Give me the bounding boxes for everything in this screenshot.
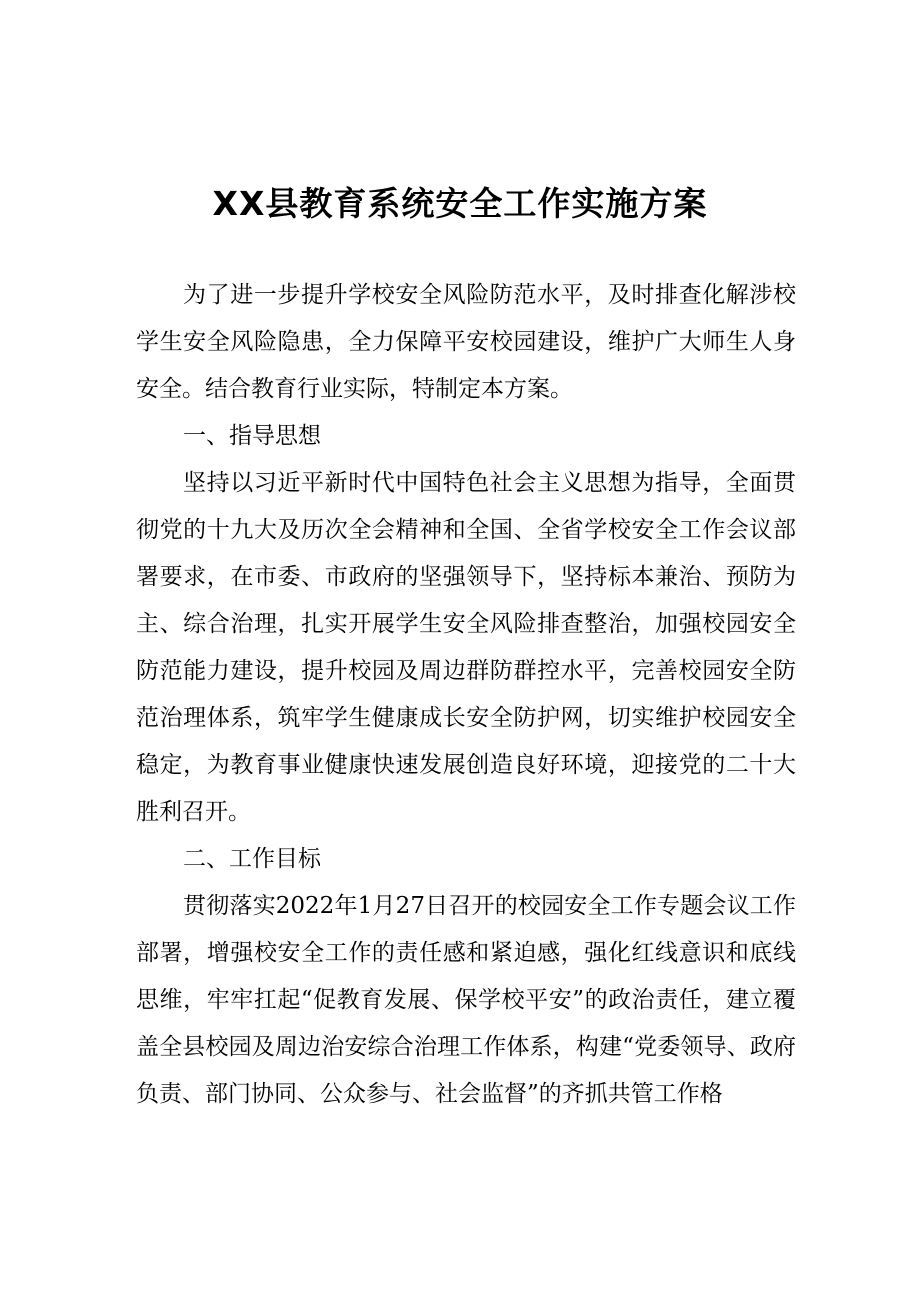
intro-paragraph: 为了进一步提升学校安全风险防范水平，及时排查化解涉校学生安全风险隐患，全力保障平安校园建设，维护广大师生人身安全。结合教育行业实际，特制定本方案。 (136, 282, 796, 402)
work-goals-paragraph: 贯彻落实2022年1月27日召开的校园安全工作专题会议工作部署，增强校安全工作的责任感和紧迫感，强化红线意识和底线思维，牢牢扛起“促教育发展、保学校平安”的政治责任，建立覆盖全县校园及周边治安综合治理工作体系，构建“党委领导、政府负责、部门协同、公众参与、社会监督”的齐抓共管工作格 (136, 893, 796, 1107)
document-body (136, 272, 796, 1118)
section-heading-guiding-ideology: 一、指导思想 (183, 423, 321, 449)
guiding-ideology-paragraph: 坚持以习近平新时代中国特色社会主义思想为指导，全面贯彻党的十九大及历次全会精神和全国、全省学校安全工作会议部署要求，在市委、市政府的坚强领导下，坚持标本兼治、预防为主、综合治理，扎实开展学生安全风险排查整治，加强校园安全防范能力建设，提升校园及周边群防群控水平，完善校园安全防范治理体系，筑牢学生健康成长安全防护网，切实维护校园安全稳定，为教育事业健康快速发展创造良好环境，迎接党的二十大胜利召开。 (136, 470, 796, 825)
section-heading-work-goals: 二、工作目标 (183, 846, 321, 872)
document-title: XX县教育系统安全工作实施方案 (212, 184, 708, 223)
